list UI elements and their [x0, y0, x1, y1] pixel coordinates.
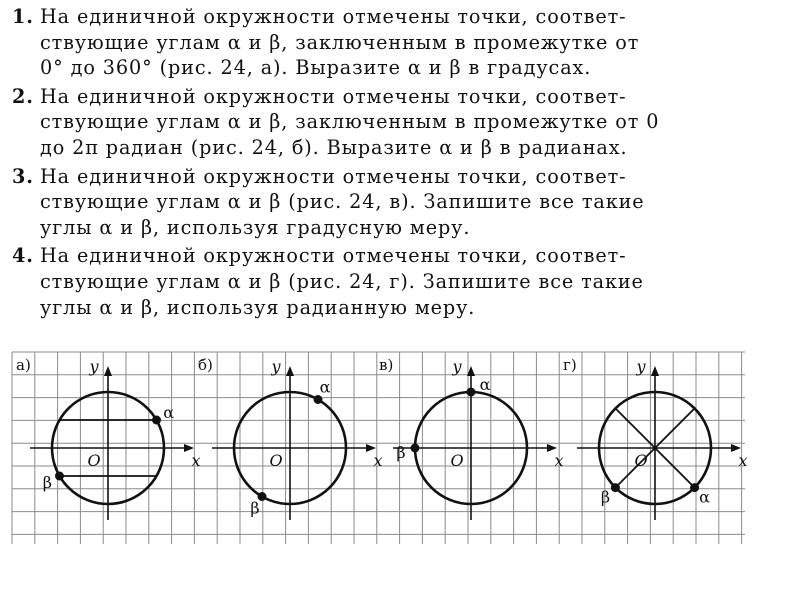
panel-label: б) — [198, 356, 213, 374]
y-axis-arrow-icon — [286, 366, 294, 376]
problem-list — [12, 4, 782, 323]
origin-label: O — [87, 451, 101, 470]
panel-label: в) — [379, 356, 394, 374]
problem-text-line: ствующие углам α и β, заключенным в промежутке от — [40, 30, 640, 54]
problem-1 — [12, 4, 782, 81]
origin-label: O — [269, 451, 283, 470]
problem-number: 3. — [12, 164, 34, 188]
problem-number: 4. — [12, 244, 34, 268]
point-alpha — [152, 416, 161, 425]
problem-text-line: углы α и β, используя радианную меру. — [40, 295, 476, 319]
x-axis-label: x — [738, 451, 748, 470]
point-beta — [611, 483, 620, 492]
y-axis-arrow-icon — [651, 366, 659, 376]
point-label: β — [396, 443, 406, 462]
point-label: β — [600, 487, 611, 507]
y-axis-label: y — [452, 357, 462, 376]
point-beta — [55, 472, 64, 481]
y-axis-label: y — [271, 357, 281, 376]
problem-3 — [12, 164, 782, 241]
panel-label: г) — [563, 356, 577, 374]
problem-text-line: ствующие углам α и β, заключенным в промежутке от 0 — [40, 110, 660, 134]
problem-text-line: На единичной окружности отмечены точки, соответ- — [40, 244, 627, 268]
problem-number: 2. — [12, 84, 34, 108]
origin-label: O — [450, 451, 464, 470]
figure-panel-3 — [379, 356, 564, 520]
unit-circle-figure — [12, 352, 748, 544]
problem-text-line: На единичной окружности отмечены точки, соответ- — [40, 164, 627, 188]
point-label: α — [319, 377, 331, 397]
problem-text-line: ствующие углам α и β (рис. 24, г). Запишите все такие — [40, 269, 644, 293]
y-axis-label: y — [89, 357, 99, 376]
figure-panel-4 — [563, 356, 748, 520]
point-label: α — [699, 487, 710, 507]
point-beta — [411, 444, 420, 453]
point-label: β — [250, 498, 260, 518]
x-axis-label: x — [191, 451, 201, 470]
point-label: α — [479, 375, 491, 394]
point-label: α — [163, 403, 175, 422]
unit-circle-figure-svg — [12, 352, 748, 544]
y-axis-arrow-icon — [104, 366, 112, 376]
x-axis-label: x — [554, 451, 564, 470]
problem-text-line: 0° до 360° (рис. 24, а). Выразите α и β в градусах. — [40, 56, 592, 80]
figure-panel-1 — [16, 356, 201, 520]
point-label: β — [42, 473, 53, 492]
panel-label: а) — [16, 356, 31, 374]
x-axis-label: x — [373, 451, 383, 470]
origin-label: O — [634, 451, 648, 470]
problem-text-line: На единичной окружности отмечены точки, соответ- — [40, 5, 627, 28]
problem-text-line: ствующие углам α и β (рис. 24, в). Запишите все такие — [40, 190, 645, 214]
problem-text-line: углы α и β, используя градусную меру. — [40, 215, 471, 239]
y-axis-label: y — [636, 357, 646, 376]
problem-number: 1. — [12, 5, 34, 28]
point-alpha — [690, 483, 699, 492]
problem-text-line: до 2π радиан (рис. 24, б). Выразите α и β в радианах. — [40, 135, 628, 159]
problem-2 — [12, 84, 782, 161]
problem-4 — [12, 243, 782, 320]
problem-text-line: На единичной окружности отмечены точки, соответ- — [40, 84, 627, 108]
figure-panel-2 — [198, 356, 383, 520]
point-alpha — [467, 388, 476, 397]
